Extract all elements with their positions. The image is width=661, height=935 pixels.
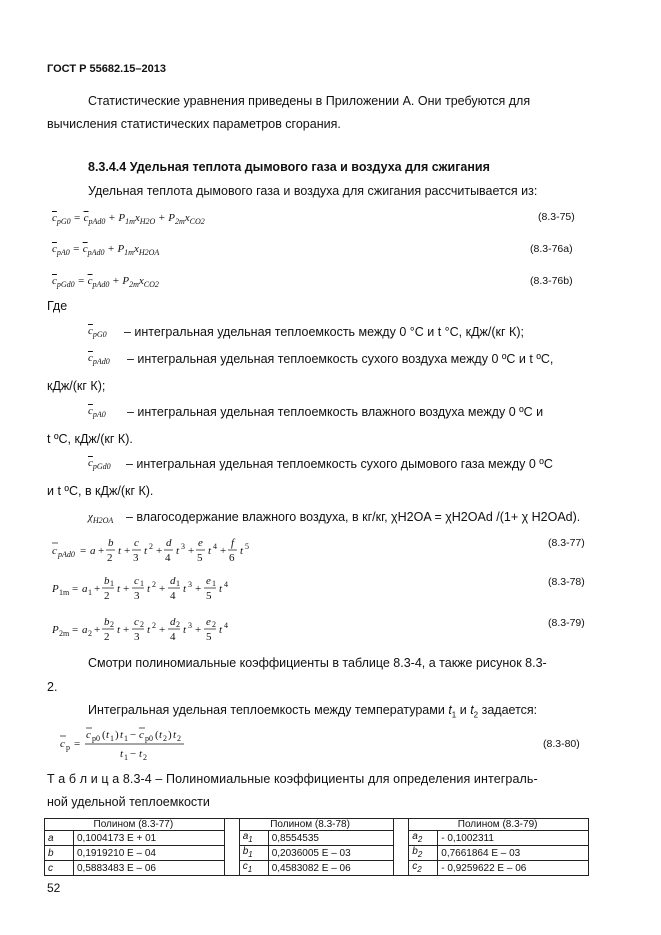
svg-text:b: b <box>104 616 110 628</box>
svg-text:4: 4 <box>170 631 176 643</box>
intro-line-1: Статистические уравнения приведены в Приложении А. Они требуются для <box>88 94 531 108</box>
svg-text:e: e <box>198 537 203 549</box>
equation-78 <box>52 573 262 605</box>
equation-79 <box>52 614 262 646</box>
svg-text:a: a <box>82 624 88 636</box>
svg-text:1: 1 <box>88 588 92 597</box>
svg-text:a: a <box>90 545 96 557</box>
svg-text:4: 4 <box>224 580 228 589</box>
definition-2b: кДж/(кг К); <box>47 379 106 393</box>
svg-text:t: t <box>173 729 177 741</box>
page-number: 52 <box>47 881 61 895</box>
svg-text:t: t <box>159 729 163 741</box>
svg-text:2: 2 <box>110 620 114 629</box>
svg-text:t: t <box>176 545 180 557</box>
svg-text:b: b <box>108 537 114 549</box>
svg-text:(: ( <box>102 729 106 741</box>
svg-text:4: 4 <box>170 590 176 602</box>
coef-value: 0,4583082 E – 06 <box>268 861 394 876</box>
equation-80-number: (8.3-80) <box>543 738 580 750</box>
svg-text:1: 1 <box>124 734 128 743</box>
svg-text:c: c <box>139 729 144 741</box>
svg-text:4: 4 <box>165 552 171 564</box>
coef-label: c <box>45 861 74 876</box>
equation-75: $\overline{c}_{pG0} = \overline{c}_{pAd0} + P_{1m}x_{H2O} + P_{2m}x_{CO2}$ <box>52 212 205 227</box>
coef-value: 0,2036005 E – 03 <box>268 846 394 861</box>
symbol-cpG0: $\overline{c}_{pG0}$ <box>88 325 107 340</box>
equation-80 <box>60 727 200 763</box>
svg-text:2: 2 <box>163 734 167 743</box>
svg-text:t: t <box>219 583 223 595</box>
svg-text:1: 1 <box>110 579 114 588</box>
definition-4b: и t ºС, в кДж/(кг К). <box>47 484 154 498</box>
svg-text:e: e <box>206 575 211 587</box>
coef-value: 0,1919210 E – 04 <box>74 846 225 861</box>
svg-text:3: 3 <box>188 580 192 589</box>
svg-text:P: P <box>52 583 59 595</box>
svg-text:c: c <box>86 729 91 741</box>
svg-text:c: c <box>60 738 65 750</box>
symbol-cpA0: $\overline{c}_{pA0}$ <box>88 405 106 420</box>
definition-3a: – интегральная удельная теплоемкость влажного воздуха между 0 ºС и <box>127 405 544 419</box>
equation-76b: $\overline{c}_{pGd0} = \overline{c}_{pAd0} + P_{2m}x_{CO2}$ <box>52 275 159 290</box>
svg-text:5: 5 <box>245 542 249 551</box>
svg-text:d: d <box>170 616 176 628</box>
svg-text:p0: p0 <box>145 734 153 743</box>
equation-77-number: (8.3-77) <box>548 537 585 549</box>
coef-label: a <box>45 831 74 846</box>
svg-text:1: 1 <box>110 734 114 743</box>
svg-text:e: e <box>206 616 211 628</box>
svg-text:t: t <box>147 624 151 636</box>
definition-4a: – интегральная удельная теплоемкость сухого дымового газа между 0 ºС <box>126 457 553 471</box>
svg-text:p: p <box>66 743 70 752</box>
section-lead: Удельная теплота дымового газа и воздуха для сжигания рассчитывается из: <box>88 184 538 198</box>
svg-text:+: + <box>159 624 166 636</box>
svg-text:t: t <box>139 748 143 760</box>
svg-text:3: 3 <box>133 552 139 564</box>
svg-text:2: 2 <box>149 542 153 551</box>
svg-text:t: t <box>147 583 151 595</box>
svg-text:t: t <box>118 545 122 557</box>
svg-text:−: − <box>130 748 137 760</box>
svg-text:3: 3 <box>134 590 140 602</box>
para-poly-line-2: 2. <box>47 680 58 694</box>
coef-value: - 0,1002311 <box>438 831 589 846</box>
definition-5: – влагосодержание влажного воздуха, в кг/кг, χH2OA = χH2OAd /(1+ χ H2OAd). <box>126 510 581 524</box>
svg-text:3: 3 <box>134 631 140 643</box>
svg-text:t: t <box>117 624 121 636</box>
header-poly-78: Полином (8.3-78) <box>268 819 394 831</box>
symbol-cpAd0: $\overline{c}_{pAd0}$ <box>88 352 110 367</box>
equation-76a: $\overline{c}_{pA0} = \overline{c}_{pAd0} + P_{1m}x_{H2OA}$ <box>52 243 160 258</box>
where-label: Где <box>47 299 68 313</box>
svg-text:4: 4 <box>213 542 217 551</box>
coef-label: $a_1$ <box>239 831 268 846</box>
svg-text:c: c <box>52 545 57 557</box>
svg-text:=: = <box>74 738 81 750</box>
svg-text:): ) <box>115 729 119 741</box>
equation-79-number: (8.3-79) <box>548 617 585 629</box>
svg-text:2: 2 <box>107 552 113 564</box>
coef-label: b <box>45 846 74 861</box>
svg-text:2: 2 <box>143 753 147 762</box>
svg-text:t: t <box>240 545 244 557</box>
svg-text:+: + <box>94 583 101 595</box>
svg-text:p0: p0 <box>92 734 100 743</box>
svg-text:d: d <box>166 537 172 549</box>
svg-text:+: + <box>188 545 195 557</box>
table-row <box>45 846 589 861</box>
svg-text:2: 2 <box>88 629 92 638</box>
table-row <box>45 831 589 846</box>
coef-value: - 0,9259622 E – 06 <box>438 861 589 876</box>
svg-text:t: t <box>117 583 121 595</box>
coef-value: 0,7661864 E – 03 <box>438 846 589 861</box>
svg-text:=: = <box>80 545 87 557</box>
svg-text:2: 2 <box>152 580 156 589</box>
para-integral: Интегральная удельная теплоемкость между температурами $t_1$ и $t_2$ задается: <box>88 703 538 720</box>
svg-text:5: 5 <box>206 631 212 643</box>
coef-value: 0,5883483 E – 06 <box>74 861 225 876</box>
svg-text:c: c <box>134 537 139 549</box>
svg-text:f: f <box>231 537 235 549</box>
svg-text:1: 1 <box>140 579 144 588</box>
section-title: 8.3.4.4 Удельная теплота дымового газа и воздуха для сжигания <box>88 160 490 174</box>
svg-text:1: 1 <box>124 753 128 762</box>
svg-text:t: t <box>219 624 223 636</box>
svg-text:+: + <box>94 624 101 636</box>
intro-line-2: вычисления статистических параметров сгорания. <box>47 117 341 131</box>
svg-text:−: − <box>130 729 137 741</box>
svg-text:+: + <box>123 624 130 636</box>
svg-text:2: 2 <box>104 631 110 643</box>
svg-text:a: a <box>82 583 88 595</box>
coef-label: $c_2$ <box>409 861 438 876</box>
header-poly-77: Полином (8.3-77) <box>74 819 225 831</box>
svg-text:3: 3 <box>181 542 185 551</box>
coef-label: $c_1$ <box>239 861 268 876</box>
svg-text:b: b <box>104 575 110 587</box>
svg-text:3: 3 <box>188 621 192 630</box>
svg-text:pAd0: pAd0 <box>58 550 75 559</box>
svg-text:1: 1 <box>212 579 216 588</box>
equation-78-number: (8.3-78) <box>548 576 585 588</box>
svg-text:2: 2 <box>140 620 144 629</box>
equation-76b-number: (8.3-76b) <box>530 275 573 287</box>
svg-text:2: 2 <box>212 620 216 629</box>
equation-77 <box>52 535 282 567</box>
svg-text:+: + <box>124 545 131 557</box>
svg-text:c: c <box>134 616 139 628</box>
svg-text:1m: 1m <box>59 588 70 597</box>
svg-text:c: c <box>134 575 139 587</box>
symbol-chi-H2OA: $\chi_{H2OA}$ <box>88 511 114 526</box>
symbol-cpGd0: $\overline{c}_{pGd0}$ <box>88 457 111 472</box>
svg-text:=: = <box>72 583 79 595</box>
svg-text:+: + <box>159 583 166 595</box>
equation-76a-number: (8.3-76a) <box>530 243 573 255</box>
svg-text:=: = <box>72 624 79 636</box>
svg-text:2: 2 <box>176 620 180 629</box>
svg-text:t: t <box>183 624 187 636</box>
coef-value: 0,1004173 E + 01 <box>74 831 225 846</box>
standard-header: ГОСТ Р 55682.15–2013 <box>47 63 166 75</box>
svg-text:2m: 2m <box>59 629 70 638</box>
table-row <box>45 861 589 876</box>
svg-text:1: 1 <box>176 579 180 588</box>
header-poly-79: Полином (8.3-79) <box>438 819 589 831</box>
definition-1: – интегральная удельная теплоемкость между 0 °С и t °С, кДж/(кг К); <box>124 325 524 339</box>
svg-text:4: 4 <box>224 621 228 630</box>
svg-text:t: t <box>144 545 148 557</box>
svg-text:+: + <box>195 624 202 636</box>
coef-label: $b_1$ <box>239 846 268 861</box>
svg-text:+: + <box>98 545 105 557</box>
coef-label: $a_2$ <box>409 831 438 846</box>
svg-text:+: + <box>156 545 163 557</box>
svg-text:2: 2 <box>104 590 110 602</box>
svg-text:t: t <box>106 729 110 741</box>
table-caption-line-1: Т а б л и ц а 8.3-4 – Полиномиальные коэффициенты для определения интеграль- <box>47 772 538 786</box>
svg-text:+: + <box>220 545 227 557</box>
svg-text:5: 5 <box>206 590 212 602</box>
svg-text:2: 2 <box>177 734 181 743</box>
svg-text:5: 5 <box>197 552 203 564</box>
svg-text:+: + <box>195 583 202 595</box>
svg-text:+: + <box>123 583 130 595</box>
definition-3b: t ºС, кДж/(кг К). <box>47 432 133 446</box>
svg-text:t: t <box>120 729 124 741</box>
svg-text:6: 6 <box>229 552 235 564</box>
svg-text:2: 2 <box>152 621 156 630</box>
equation-75-number: (8.3-75) <box>538 211 575 223</box>
coefficients-table <box>44 818 589 876</box>
svg-text:): ) <box>168 729 172 741</box>
svg-text:t: t <box>120 748 124 760</box>
coef-label: $b_2$ <box>409 846 438 861</box>
svg-text:t: t <box>208 545 212 557</box>
table-caption-line-2: ной удельной теплоемкости <box>47 795 210 809</box>
svg-text:(: ( <box>155 729 159 741</box>
table-header-row <box>45 819 589 831</box>
svg-text:P: P <box>52 624 59 636</box>
svg-text:t: t <box>183 583 187 595</box>
para-poly-line-1: Смотри полиномиальные коэффициенты в таблице 8.3-4, а также рисунок 8.3- <box>88 656 547 670</box>
svg-text:d: d <box>170 575 176 587</box>
definition-2a: – интегральная удельная теплоемкость сухого воздуха между 0 ºС и t ºС, <box>127 352 554 366</box>
coef-value: 0,8554535 <box>268 831 394 846</box>
